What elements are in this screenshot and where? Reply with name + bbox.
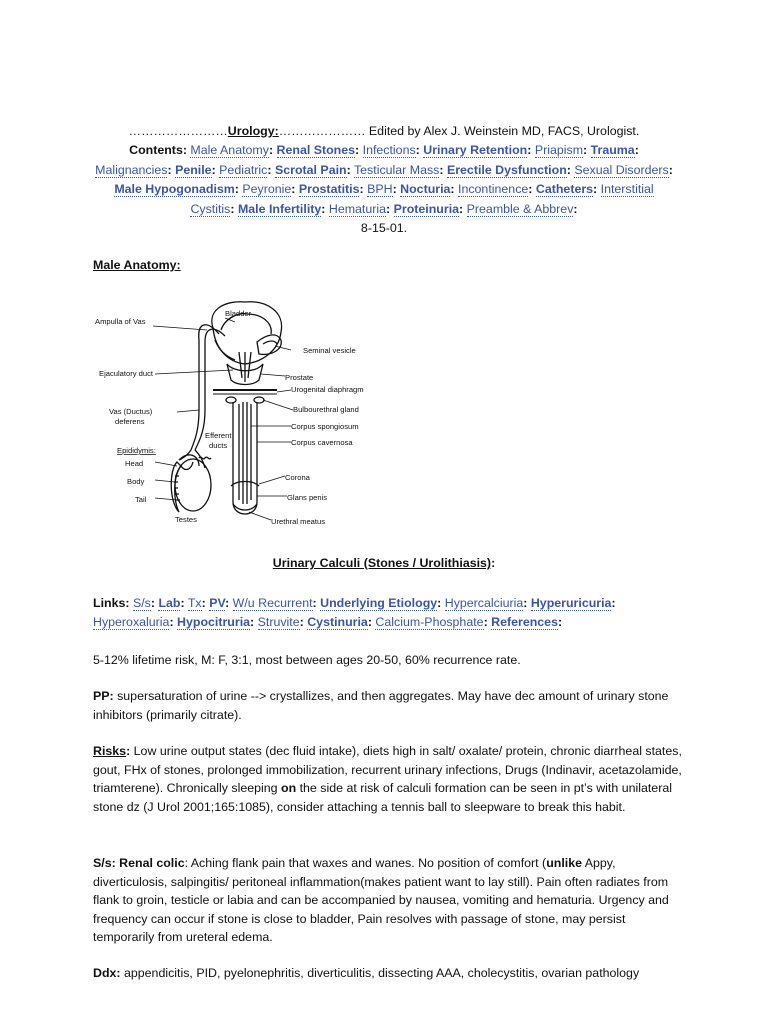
penis-shaft-shape bbox=[233, 402, 257, 514]
calculi-link-references[interactable]: References bbox=[491, 615, 558, 629]
link-separator: : bbox=[299, 615, 304, 629]
pp-label: PP: bbox=[93, 689, 114, 703]
label-head: Head bbox=[125, 459, 144, 468]
label-epididymis: Epididymis: bbox=[117, 446, 156, 455]
link-separator: : bbox=[668, 162, 673, 177]
ss-paragraph bbox=[93, 854, 683, 947]
link-separator: : bbox=[267, 162, 272, 177]
link-separator: : bbox=[593, 182, 598, 197]
male-anatomy-heading: Male Anatomy: bbox=[93, 258, 181, 272]
label-corpus-cavernosa: Corpus cavernosa bbox=[291, 438, 353, 447]
title-dots-right: ………………… bbox=[278, 124, 366, 138]
link-separator: : bbox=[415, 143, 420, 157]
link-separator: : bbox=[291, 182, 296, 197]
contents-link-preamble-abbrev[interactable]: Preamble & Abbrev bbox=[466, 201, 574, 216]
link-separator: : bbox=[234, 182, 239, 197]
pp-text: supersaturation of urine --> crystallizes, and then aggregates. May have dec amount of urinary stone inhibitors (primarily citrate). bbox=[93, 689, 669, 722]
calculi-links bbox=[93, 596, 616, 630]
label-ejaculatory-duct: Ejaculatory duct bbox=[99, 369, 154, 378]
link-separator: : bbox=[528, 182, 533, 197]
contents-link-peyronie[interactable]: Peyronie bbox=[242, 182, 292, 197]
ss-text-1: : Aching flank pain that waxes and wanes. No position of comfort ( bbox=[184, 856, 547, 870]
link-separator: : bbox=[634, 143, 639, 157]
contents-link-penile[interactable]: Penile bbox=[175, 162, 212, 177]
risks-label: Risks bbox=[93, 744, 127, 758]
contents-link-proteinuria[interactable]: Proteinuria bbox=[393, 201, 460, 216]
contents-link-testicular-mass[interactable]: Testicular Mass bbox=[353, 162, 440, 177]
link-separator: : bbox=[437, 596, 442, 610]
calculi-link-lab[interactable]: Lab bbox=[158, 596, 181, 610]
label-efferent: Efferent bbox=[205, 431, 232, 440]
link-separator: : bbox=[367, 615, 372, 629]
contents-link-infections[interactable]: Infections bbox=[362, 143, 416, 157]
risks-text-1: Low urine output states (dec fluid intake), diets high in salt/ oxalate/ protein, chronic diarrheal states, gout, FHx of stones, prolonged immobilization, recurrent urinary infections, Drugs (Indinavir, acetazolamide, triamterene). Chronically sleeping bbox=[93, 744, 682, 795]
link-separator: : bbox=[180, 596, 185, 610]
link-separator: : bbox=[450, 182, 455, 197]
contents-link-priapism[interactable]: Priapism bbox=[534, 143, 584, 157]
link-separator: : bbox=[523, 596, 528, 610]
edited-by: Edited by Alex J. Weinstein MD, FACS, Urologist. bbox=[365, 124, 640, 138]
calculi-link-hyperuricuria[interactable]: Hyperuricuria bbox=[530, 596, 612, 610]
link-separator: : bbox=[611, 596, 616, 610]
urinary-calculi-heading: Urinary Calculi (Stones / Urolithiasis) bbox=[272, 556, 492, 570]
link-separator: : bbox=[230, 201, 235, 216]
document-date: 8-15-01. bbox=[360, 221, 408, 236]
contents-link-male-anatomy[interactable]: Male Anatomy bbox=[190, 143, 269, 157]
risks-on: on bbox=[281, 781, 297, 795]
urinary-calculi-heading-line bbox=[93, 556, 675, 570]
contents-label: Contents: bbox=[129, 143, 187, 157]
label-vas-deferens: Vas (Ductus) bbox=[109, 407, 153, 416]
calculi-link-w-u-recurrent[interactable]: W/u Recurrent bbox=[232, 596, 313, 610]
label-efferent-2: ducts bbox=[209, 441, 228, 450]
link-separator: : bbox=[527, 143, 532, 157]
risks-text-2: the side at risk of calculi formation can be seen in pt’s with unilateral stone dz (J Urol 2001;165:1085), consider attaching a tennis ball to sleepware to break this habit. bbox=[93, 781, 672, 814]
ss-label: S/s: Renal colic bbox=[93, 856, 185, 870]
risks-colon: : bbox=[126, 744, 131, 758]
contents-block bbox=[93, 141, 675, 239]
label-tail: Tail bbox=[135, 495, 147, 504]
link-separator: : bbox=[225, 596, 230, 610]
link-separator: : bbox=[557, 615, 563, 629]
contents-link-renal-stones[interactable]: Renal Stones bbox=[276, 143, 356, 157]
contents-link-erectile-dysfunction[interactable]: Erectile Dysfunction bbox=[446, 162, 567, 177]
label-urogenital-diaphragm: Urogenital diaphragm bbox=[291, 385, 364, 394]
contents-link-urinary-retention[interactable]: Urinary Retention bbox=[423, 143, 528, 157]
calculi-link-underlying-etiology[interactable]: Underlying Etiology bbox=[320, 596, 438, 610]
calculi-link-calcium-phosphate[interactable]: Calcium-Phosphate bbox=[375, 615, 484, 629]
link-separator: : bbox=[169, 615, 174, 629]
link-separator: : bbox=[386, 201, 391, 216]
label-ampulla: Ampulla of Vas bbox=[95, 317, 146, 326]
link-separator: : bbox=[211, 162, 216, 177]
label-bulbourethral-gland: Bulbourethral gland bbox=[293, 405, 359, 414]
contents-link-hematuria[interactable]: Hematuria bbox=[328, 201, 387, 216]
contents-link-pediatric[interactable]: Pediatric bbox=[219, 162, 268, 177]
contents-link-bph[interactable]: BPH bbox=[367, 182, 393, 197]
contents-link-nocturia[interactable]: Nocturia bbox=[400, 182, 451, 197]
link-separator: : bbox=[566, 162, 571, 177]
ddx-text: appendicitis, PID, pyelonephritis, diverticulitis, dissecting AAA, cholecystitis, ovarian pathology bbox=[120, 966, 640, 980]
link-separator: : bbox=[250, 615, 255, 629]
link-separator: : bbox=[355, 143, 360, 157]
link-separator: : bbox=[201, 596, 206, 610]
link-separator: : bbox=[167, 162, 172, 177]
document-title: Urology: bbox=[227, 124, 279, 138]
calculi-link-tx[interactable]: Tx bbox=[187, 596, 202, 610]
contents-link-scrotal-pain[interactable]: Scrotal Pain bbox=[274, 162, 347, 177]
calculi-link-cystinuria[interactable]: Cystinuria bbox=[307, 615, 368, 629]
label-testes: Testes bbox=[175, 515, 197, 524]
link-separator: : bbox=[150, 596, 155, 610]
calculi-link-struvite[interactable]: Struvite bbox=[257, 615, 300, 629]
label-body: Body bbox=[127, 477, 145, 486]
label-corona: Corona bbox=[285, 473, 310, 482]
label-bladder: Bladder bbox=[225, 309, 252, 318]
link-separator: : bbox=[359, 182, 364, 197]
label-glans-penis: Glans penis bbox=[287, 493, 328, 502]
link-separator: : bbox=[268, 143, 274, 157]
link-separator: : bbox=[439, 162, 444, 177]
link-separator: : bbox=[459, 201, 464, 216]
link-separator: : bbox=[483, 615, 488, 629]
contents-link-interstitial-cystitis[interactable]: Interstitial Cystitis bbox=[190, 182, 654, 216]
link-separator: : bbox=[392, 182, 397, 197]
risk-stat-paragraph: 5-12% lifetime risk, M: F, 3:1, most between ages 20-50, 60% recurrence rate. bbox=[93, 653, 521, 667]
calculi-link-hypocitruria[interactable]: Hypocitruria bbox=[177, 615, 251, 629]
link-separator: : bbox=[573, 201, 578, 216]
links-block bbox=[93, 594, 683, 632]
link-separator: : bbox=[583, 143, 588, 157]
male-anatomy-diagram bbox=[95, 290, 415, 530]
ss-unlike: unlike bbox=[546, 856, 582, 870]
epididymis-shape bbox=[171, 462, 181, 512]
ddx-paragraph bbox=[93, 964, 683, 983]
contents-link-incontinence[interactable]: Incontinence bbox=[458, 182, 529, 197]
contents-link-sexual-disorders[interactable]: Sexual Disorders bbox=[574, 162, 669, 177]
label-vas-deferens-2: deferens bbox=[115, 417, 145, 426]
calculi-link-hypercalciuria[interactable]: Hypercalciuria bbox=[444, 596, 524, 610]
contents-link-prostatitis[interactable]: Prostatitis bbox=[298, 182, 360, 197]
contents-link-catheters[interactable]: Catheters bbox=[535, 182, 594, 197]
ss-text-2: Appy, diverticulosis, salpingitis/ peritoneal inflammation(makes patient want to lay still). Pain often radiates from flank to groin, testicle or labia and can be accompanied by nausea, vomiting and hematuria. Urgency and frequency can occur if stone is close to bladder, Pain resolves with passage of stone, may persist temporarily from ureteral edema. bbox=[93, 856, 669, 944]
heading-colon: : bbox=[491, 556, 496, 570]
link-separator: : bbox=[312, 596, 317, 610]
contents-link-male-infertility[interactable]: Male Infertility bbox=[237, 201, 322, 216]
title-line bbox=[93, 122, 675, 142]
calculi-link-pv[interactable]: PV bbox=[209, 596, 226, 610]
ddx-label: Ddx: bbox=[93, 966, 121, 980]
calculi-link-hyperoxaluria[interactable]: Hyperoxaluria bbox=[93, 615, 170, 629]
contents-link-male-hypogonadism[interactable]: Male Hypogonadism bbox=[114, 182, 235, 197]
link-separator: : bbox=[346, 162, 351, 177]
links-label: Links: bbox=[93, 596, 130, 610]
risks-paragraph bbox=[93, 742, 683, 816]
label-prostate: Prostate bbox=[285, 373, 314, 382]
pp-paragraph bbox=[93, 687, 683, 724]
contents-link-malignancies[interactable]: Malignancies bbox=[95, 162, 168, 177]
label-corpus-spongiosum: Corpus spongiosum bbox=[291, 422, 359, 431]
label-seminal-vesicle: Seminal vesicle bbox=[303, 346, 356, 355]
contents-link-trauma[interactable]: Trauma bbox=[590, 143, 635, 157]
title-dots-left: …………………… bbox=[128, 124, 228, 138]
link-separator: : bbox=[321, 201, 326, 216]
calculi-link-s-s[interactable]: S/s bbox=[132, 596, 151, 610]
label-urethral-meatus: Urethral meatus bbox=[271, 517, 326, 526]
